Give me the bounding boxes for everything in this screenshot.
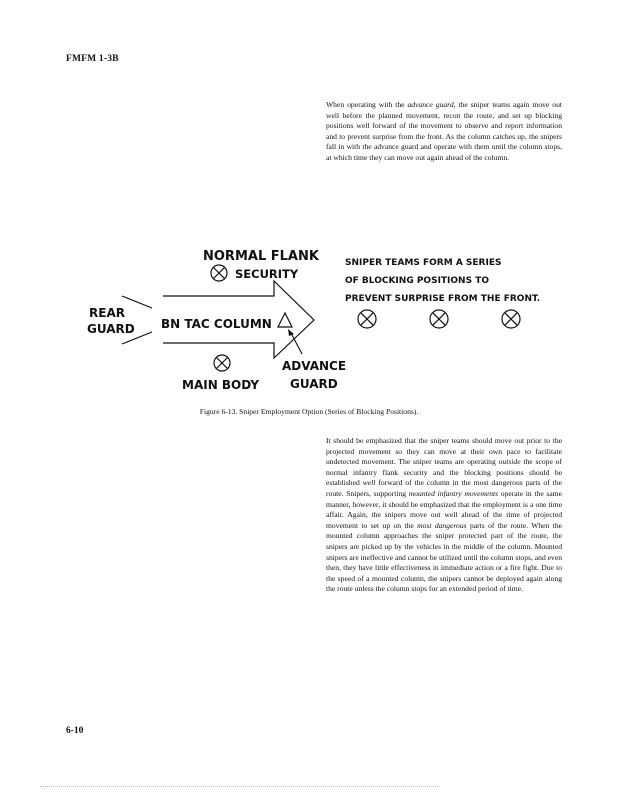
blocking-position-symbol xyxy=(502,310,520,328)
sniper-note-line: PREVENT SURPRISE FROM THE FRONT. xyxy=(345,294,541,304)
paragraph-emphasis: mounted infantry movements xyxy=(408,488,499,498)
advance-guard-label: ADVANCE xyxy=(282,359,347,373)
rear-guard-label: REAR xyxy=(89,306,125,320)
advance-guard-triangle xyxy=(278,313,292,327)
paragraph-text: the scope of normal infantry flank security and the blocking positions should be established xyxy=(326,457,562,488)
paragraph-text: When operating with the xyxy=(326,100,408,109)
paragraph-text: forward of the column in the most dangerous parts of the route. Snipers, supporting xyxy=(326,478,563,498)
column-label: BN TAC COLUMN xyxy=(161,317,272,331)
paragraph-emphasis-note xyxy=(326,436,562,595)
paragraph-text: parts of the route. When the mounted column approaches the sniper protected part of the route, the snipers are picked up by the vehicles in the middle of the column. Mounted snipers are ineffective and cannot be utilized until the column stops, and even then, they have little effectiveness in immediate action or a fire fight. Due to the speed of a mounted column, the snipers cannot be deployed again along the route unless the column stops for an extended period of time. xyxy=(326,520,562,594)
sniper-note-line: OF BLOCKING POSITIONS TO xyxy=(345,276,489,286)
paragraph-text: operate in the same manner, however, it should be emphasized that the employment is a one time affair. Again, the snipers move out well ahead of the time of projected movement to set up on the xyxy=(326,488,562,530)
paragraph-emphasis: well xyxy=(362,478,376,488)
sniper-note-line: SNIPER TEAMS FORM A SERIES xyxy=(345,258,502,268)
scan-artifact xyxy=(40,786,440,789)
rear-guard-line-upper xyxy=(122,296,152,308)
main-body-label: MAIN BODY xyxy=(182,378,260,392)
sniper-employment-diagram xyxy=(0,238,618,398)
advance-guard-label-2: GUARD xyxy=(290,377,338,391)
figure-caption: Figure 6-13. Sniper Employment Option (Series of Blocking Positions). xyxy=(199,407,419,416)
paragraph-emphasis: advance guard, xyxy=(407,100,456,109)
paragraph-emphasis: outside xyxy=(498,457,521,467)
normal-flank-label: NORMAL FLANK xyxy=(203,249,319,264)
paragraph-emphasis: most dangerous xyxy=(417,520,467,530)
paragraph-advance-guard xyxy=(326,100,562,164)
rear-guard-label-2: GUARD xyxy=(87,322,135,336)
page-number: 6-10 xyxy=(66,726,84,736)
paragraph-text: the sniper teams again move out well before the planned movement, recon the route, and set up blocking positions well forward of the movement to observe and report information and to prevent surprise from the front. As the column catches up, the snipers fall in with the advance guard and operate with them until the column stops, at which time they can move out again ahead of the column. xyxy=(326,100,562,162)
main-body-symbol xyxy=(214,355,230,371)
pointer-arrowhead xyxy=(288,329,294,336)
blocking-position-symbol xyxy=(358,310,376,328)
paragraph-text: It should be emphasized that the sniper teams should move out prior to the projected movement so they can move at their own pace to facilitate undetected movement. The sniper teams are operating xyxy=(326,436,562,467)
flank-security-label: SECURITY xyxy=(235,267,299,281)
blocking-position-symbol xyxy=(430,310,448,328)
flank-security-symbol xyxy=(211,265,227,281)
page-header: FMFM 1-3B xyxy=(66,54,119,64)
